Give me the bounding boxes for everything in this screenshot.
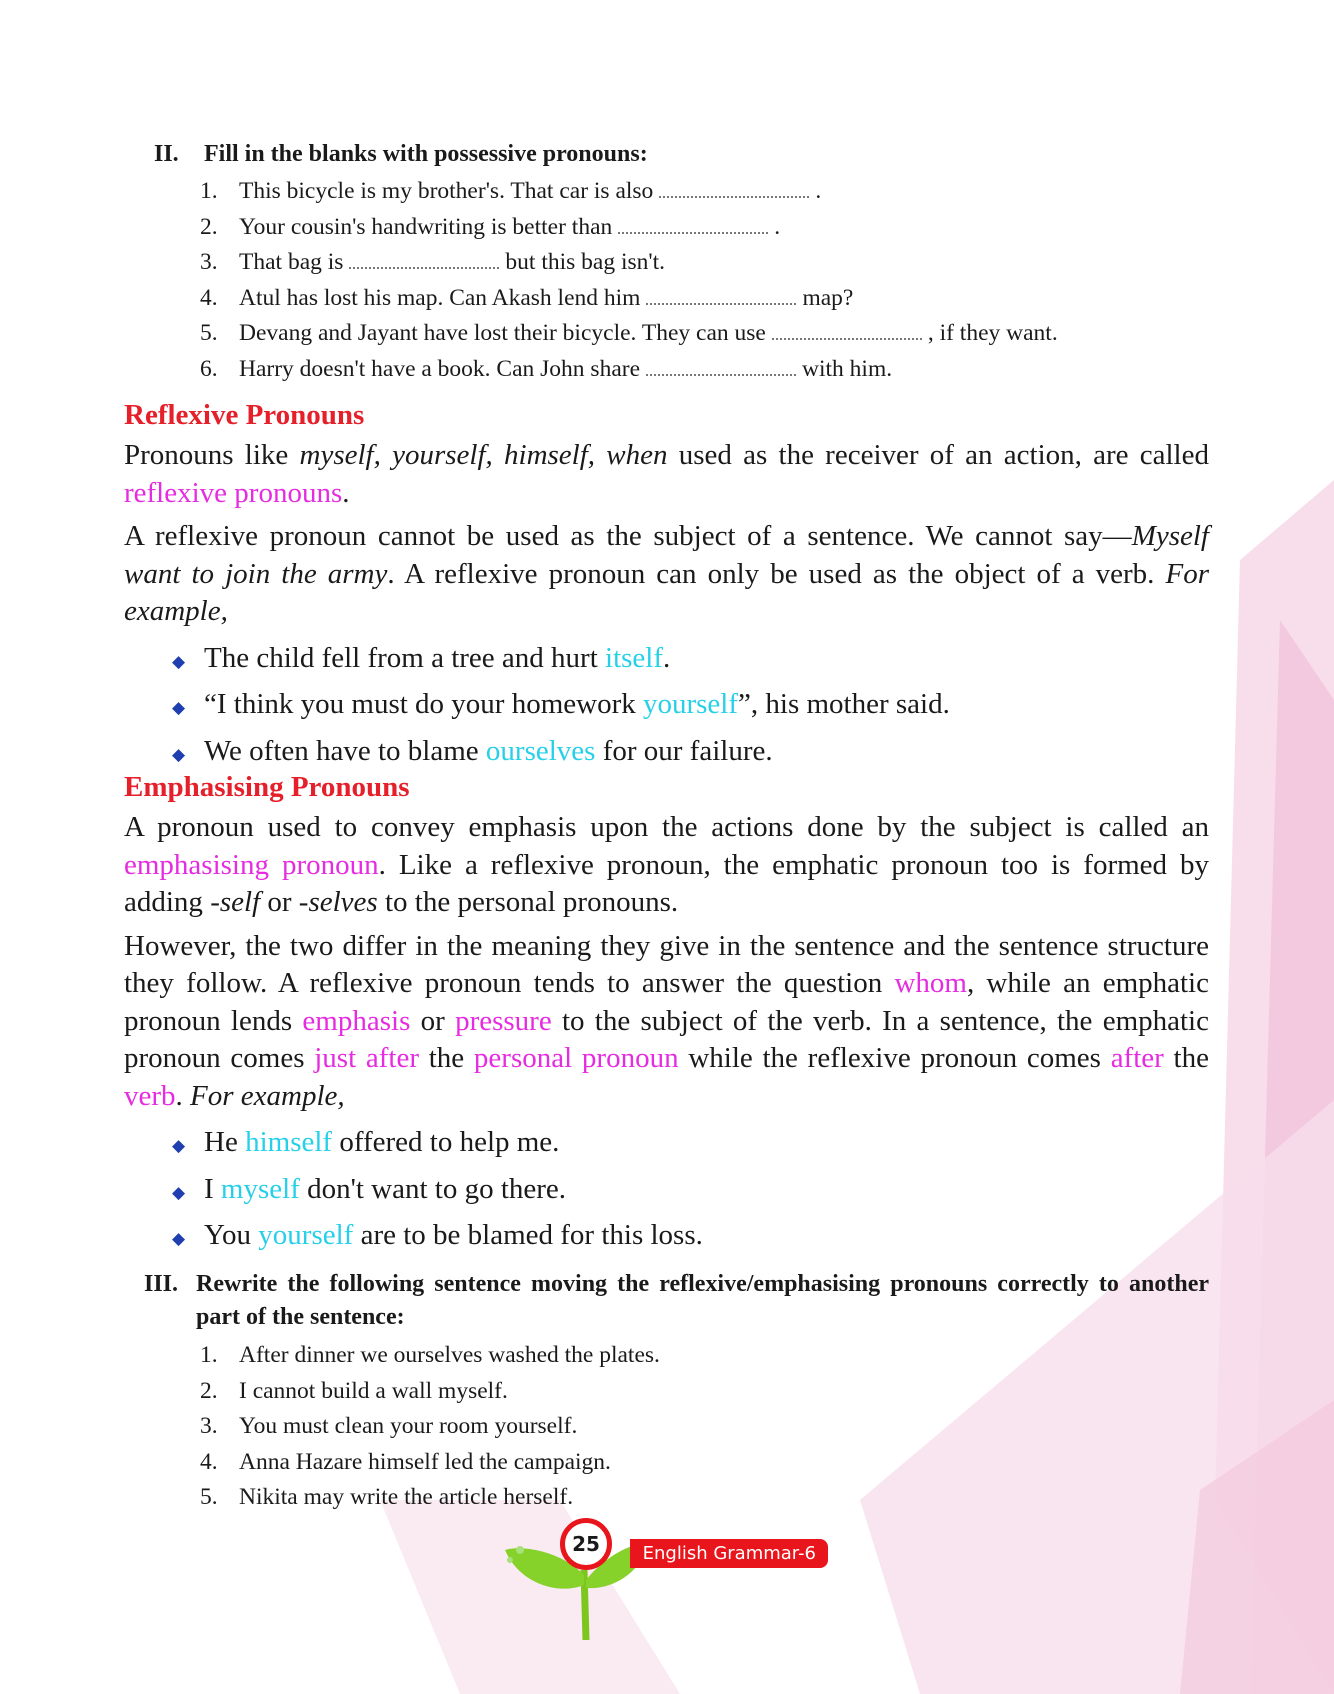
italic-text: myself, yourself, himself, when — [299, 439, 668, 471]
highlighted-term: pressure — [455, 1004, 552, 1037]
text-segment: or — [260, 886, 299, 918]
paragraph — [124, 928, 1209, 1116]
example-item — [172, 1214, 1209, 1261]
text-segment: . — [342, 476, 350, 509]
item-number: 2. — [200, 1377, 218, 1404]
highlighted-term: whom — [894, 967, 967, 999]
italic-text: -self — [210, 886, 261, 918]
item-text: Nikita may write the article herself. — [239, 1484, 574, 1510]
text-segment: . Like a reflexive pronoun, the emphatic pronoun too is formed by adding — [124, 848, 1209, 918]
text-segment: with him. — [802, 355, 893, 382]
page-footer — [480, 1510, 840, 1640]
item-number: 3. — [200, 249, 218, 275]
text-segment: Devang and Jayant have lost their bicycle. They can use — [239, 320, 766, 346]
text-segment: Pronouns like — [124, 439, 300, 471]
text-segment: offered to help me. — [332, 1126, 560, 1158]
text-segment: A reflexive pronoun cannot be used as the subject of a sentence. We cannot say— — [124, 520, 1132, 552]
text-segment: Your cousin's handwriting is better than — [239, 213, 613, 240]
text-segment: A pronoun used to convey emphasis upon the actions done by the subject is called an — [124, 811, 1209, 843]
paragraph — [124, 518, 1209, 631]
item-text — [239, 316, 1058, 352]
text-segment: You — [204, 1219, 259, 1251]
example-text — [204, 1168, 566, 1212]
text-segment: to the subject of the verb. In a sentence, the emphatic pronoun comes — [124, 1004, 1209, 1074]
text-segment: I — [204, 1172, 221, 1205]
blank-field[interactable] — [772, 337, 922, 340]
text-segment: Harry doesn't have a book. Can John share — [239, 355, 641, 382]
item-number: 4. — [200, 1448, 218, 1475]
item-text — [239, 174, 821, 210]
item-number: 1. — [200, 1342, 218, 1368]
text-segment: . — [774, 213, 781, 240]
item-number: 2. — [200, 213, 218, 240]
example-text — [204, 637, 670, 681]
text-segment: . A reflexive pronoun can only be used as the object of a verb. — [387, 557, 1166, 590]
text-segment: “I think you must do your homework — [204, 688, 643, 720]
text-segment: ”, his mother said. — [738, 688, 950, 720]
item-text — [239, 281, 853, 317]
item-text: Anna Hazare himself led the campaign. — [239, 1448, 611, 1475]
exercise-3 — [124, 1268, 1209, 1516]
section-emphasising — [124, 769, 1209, 1261]
text-segment: to the personal pronouns. — [377, 886, 679, 918]
highlighted-term: myself — [220, 1172, 300, 1205]
blank-field[interactable] — [659, 195, 809, 198]
exercise-title: Fill in the blanks with possessive pronouns: — [204, 141, 648, 167]
item-number: 4. — [200, 284, 218, 311]
example-text — [204, 730, 773, 774]
text-segment: map? — [802, 284, 854, 311]
highlighted-term: itself — [605, 641, 664, 674]
item-text — [239, 210, 780, 246]
item-number: 6. — [200, 355, 218, 382]
text-segment: , if they want. — [927, 320, 1058, 346]
exercise-item — [200, 1338, 1209, 1374]
text-segment: The child fell from a tree and hurt — [204, 641, 606, 674]
text-segment: but this bag isn't. — [505, 249, 666, 275]
paragraph — [124, 809, 1209, 922]
text-segment: We often have to blame — [204, 734, 486, 767]
italic-text: Myself want to join the army — [124, 520, 1209, 590]
blank-field[interactable] — [349, 266, 499, 269]
italic-text: -selves — [298, 886, 378, 918]
example-item — [172, 1168, 1209, 1215]
highlighted-term: yourself — [642, 688, 739, 720]
diamond-bullet-icon: ◆ — [172, 744, 186, 764]
diamond-bullet-icon: ◆ — [172, 1229, 186, 1248]
exercise-number: II. — [154, 141, 179, 167]
highlighted-term: after — [1110, 1042, 1164, 1074]
exercise-item — [200, 1374, 1209, 1410]
text-segment: don't want to go there. — [299, 1172, 567, 1205]
exercise-item — [200, 352, 1209, 388]
paragraph — [124, 437, 1209, 512]
example-item — [172, 683, 1209, 730]
book-title-band: English Grammar-6 — [630, 1539, 828, 1568]
diamond-bullet-icon: ◆ — [172, 698, 186, 717]
highlighted-term: personal pronoun — [473, 1042, 679, 1074]
text-segment: . — [815, 178, 822, 204]
text-segment: used as the receiver of an action, are called — [667, 439, 1209, 471]
highlighted-term: himself — [245, 1126, 333, 1158]
page-number: 25 — [560, 1518, 612, 1570]
highlighted-term: ourselves — [485, 734, 596, 767]
text-segment: Atul has lost his map. Can Akash lend him — [239, 284, 641, 311]
section-heading: Emphasising Pronouns — [124, 771, 410, 803]
text-segment: . — [175, 1079, 191, 1112]
highlighted-term: emphasising pronoun — [124, 848, 379, 881]
text-segment: or — [410, 1004, 456, 1037]
example-item — [172, 637, 1209, 684]
item-text: After dinner we ourselves washed the plates. — [239, 1342, 660, 1368]
item-number: 5. — [200, 320, 218, 346]
section-reflexive — [124, 397, 1209, 776]
highlighted-term: just after — [314, 1042, 419, 1074]
exercise-item — [200, 1445, 1209, 1481]
item-number: 5. — [200, 1484, 218, 1510]
blank-field[interactable] — [618, 231, 768, 234]
text-segment: However, the two differ in the meaning they give in the sentence and the sentence structure they follow. A reflexive pronoun tends to answer the question — [124, 929, 1209, 999]
example-item — [172, 1121, 1209, 1168]
italic-text: For example, — [124, 557, 1209, 627]
exercise-title: Rewrite the following sentence moving the reflexive/emphasising pronouns correctly to another part of the sentence: — [196, 1271, 1209, 1330]
exercise-item — [200, 174, 1209, 210]
exercise-item — [200, 210, 1209, 246]
italic-text: For example, — [190, 1079, 345, 1112]
example-text — [204, 1214, 703, 1258]
diamond-bullet-icon: ◆ — [172, 1136, 186, 1155]
exercise-number: III. — [144, 1271, 179, 1297]
highlighted-term: verb — [124, 1079, 176, 1112]
text-segment: while the reflexive pronoun comes — [678, 1042, 1111, 1074]
exercise-item — [200, 1409, 1209, 1445]
blank-field[interactable] — [646, 302, 796, 305]
text-segment: . — [663, 641, 671, 674]
highlighted-term: yourself — [258, 1219, 354, 1251]
item-text — [239, 352, 892, 388]
text-segment: This bicycle is my brother's. That car is also — [239, 178, 654, 204]
exercise-item — [200, 245, 1209, 281]
item-number: 1. — [200, 178, 218, 204]
item-number: 3. — [200, 1413, 218, 1439]
exercise-2 — [124, 138, 1209, 387]
highlighted-term: reflexive pronouns — [124, 476, 343, 509]
text-segment: the — [1163, 1042, 1209, 1074]
exercise-item — [200, 316, 1209, 352]
example-text — [204, 683, 950, 727]
text-segment: He — [204, 1126, 246, 1158]
exercise-item — [200, 281, 1209, 317]
text-segment: , while an emphatic pronoun lends — [124, 967, 1209, 1037]
example-text — [204, 1121, 559, 1165]
diamond-bullet-icon: ◆ — [172, 1182, 186, 1202]
diamond-bullet-icon: ◆ — [172, 651, 186, 671]
text-segment: for our failure. — [595, 734, 773, 767]
text-segment: That bag is — [239, 249, 344, 275]
text-segment: the — [419, 1042, 474, 1074]
item-text — [239, 245, 665, 281]
item-text: You must clean your room yourself. — [239, 1413, 578, 1439]
item-text: I cannot build a wall myself. — [239, 1377, 508, 1404]
highlighted-term: emphasis — [302, 1004, 411, 1037]
text-segment: are to be blamed for this loss. — [353, 1219, 703, 1251]
section-heading: Reflexive Pronouns — [124, 399, 365, 431]
blank-field[interactable] — [646, 373, 796, 376]
